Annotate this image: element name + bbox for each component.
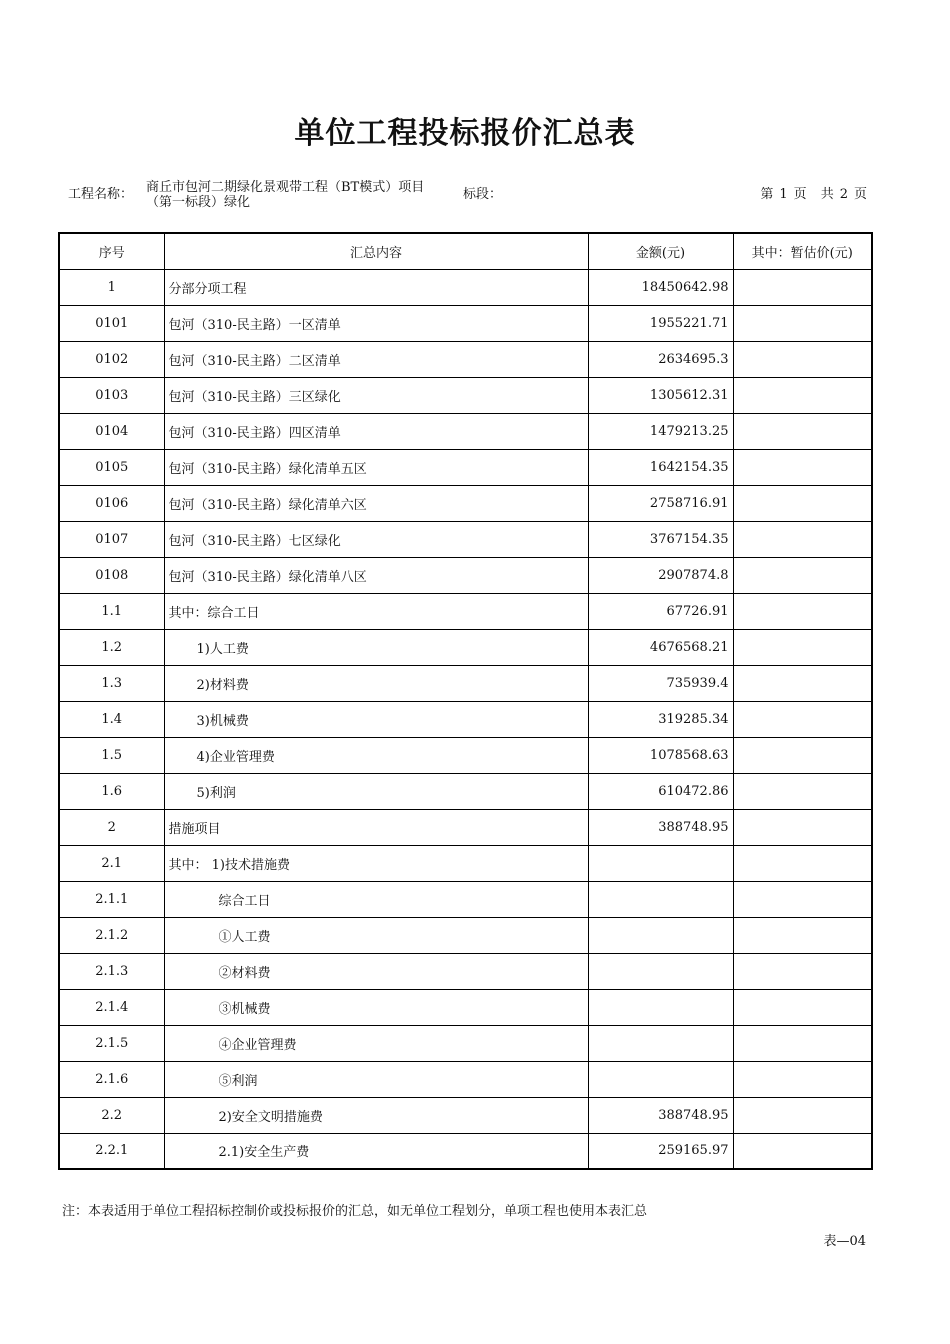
row-provisional [733, 1025, 872, 1061]
row-provisional [733, 665, 872, 701]
table-row [59, 629, 872, 665]
table-note: 注：本表适用于单位工程招标控制价或投标报价的汇总，如无单位工程划分，单项工程也使用本表汇总 [62, 1204, 648, 1219]
table-row [59, 1025, 872, 1061]
row-amount [588, 989, 733, 1025]
row-amount: 1642154.35 [588, 449, 733, 485]
row-content: 措施项目 [164, 809, 588, 845]
project-name-value: 商丘市包河二期绿化景观带工程（BT模式）项目（第一标段）绿化 [146, 180, 425, 210]
row-content: 2.1)安全生产费 [164, 1133, 588, 1169]
table-row [59, 521, 872, 557]
header-provisional: 其中：暂估价(元) [733, 233, 872, 269]
row-content: 4)企业管理费 [164, 737, 588, 773]
summary-table [58, 232, 873, 1170]
row-number: 2 [59, 809, 164, 845]
row-number: 1.1 [59, 593, 164, 629]
row-provisional [733, 557, 872, 593]
row-number: 2.1.5 [59, 1025, 164, 1061]
row-number: 1.6 [59, 773, 164, 809]
row-number: 0106 [59, 485, 164, 521]
row-number: 0105 [59, 449, 164, 485]
row-amount: 388748.95 [588, 1097, 733, 1133]
row-provisional [733, 341, 872, 377]
row-amount [588, 845, 733, 881]
row-number: 0102 [59, 341, 164, 377]
row-content: 5)利润 [164, 773, 588, 809]
page-unit: 页 [793, 187, 807, 202]
row-amount: 1955221.71 [588, 305, 733, 341]
row-provisional [733, 269, 872, 305]
row-number: 0108 [59, 557, 164, 593]
row-amount: 1479213.25 [588, 413, 733, 449]
table-body [59, 269, 872, 1169]
row-amount: 1078568.63 [588, 737, 733, 773]
row-content: 2)安全文明措施费 [164, 1097, 588, 1133]
header-no: 序号 [59, 233, 164, 269]
table-row [59, 737, 872, 773]
row-provisional [733, 989, 872, 1025]
row-provisional [733, 1061, 872, 1097]
table-row [59, 377, 872, 413]
row-amount: 610472.86 [588, 773, 733, 809]
row-content: 包河（310-民主路）四区清单 [164, 413, 588, 449]
table-row [59, 269, 872, 305]
row-provisional [733, 701, 872, 737]
row-number: 1.4 [59, 701, 164, 737]
table-row [59, 341, 872, 377]
page-title: 单位工程投标报价汇总表 [294, 116, 636, 151]
row-amount: 1305612.31 [588, 377, 733, 413]
table-row [59, 773, 872, 809]
row-number: 2.1.4 [59, 989, 164, 1025]
row-content: 包河（310-民主路）绿化清单八区 [164, 557, 588, 593]
row-content: 分部分项工程 [164, 269, 588, 305]
row-content: ②材料费 [164, 953, 588, 989]
row-provisional [733, 773, 872, 809]
row-content: 包河（310-民主路）一区清单 [164, 305, 588, 341]
row-provisional [733, 413, 872, 449]
table-row [59, 1097, 872, 1133]
row-number: 1.5 [59, 737, 164, 773]
row-provisional [733, 953, 872, 989]
row-provisional [733, 917, 872, 953]
header-amount: 金额(元) [588, 233, 733, 269]
row-content: 3)机械费 [164, 701, 588, 737]
row-amount: 735939.4 [588, 665, 733, 701]
row-number: 2.1.1 [59, 881, 164, 917]
row-content: 2)材料费 [164, 665, 588, 701]
row-provisional [733, 485, 872, 521]
row-content: 包河（310-民主路）三区绿化 [164, 377, 588, 413]
row-amount [588, 1061, 733, 1097]
row-provisional [733, 1097, 872, 1133]
row-provisional [733, 629, 872, 665]
row-provisional [733, 521, 872, 557]
row-number: 2.1 [59, 845, 164, 881]
header-content: 汇总内容 [164, 233, 588, 269]
row-number: 1 [59, 269, 164, 305]
section-label: 标段： [463, 187, 503, 202]
page-total-prefix: 共 [820, 187, 834, 202]
row-amount: 3767154.35 [588, 521, 733, 557]
row-number: 0103 [59, 377, 164, 413]
row-number: 0107 [59, 521, 164, 557]
page-total: 2 [839, 187, 848, 202]
table-row [59, 557, 872, 593]
row-number: 0101 [59, 305, 164, 341]
row-provisional [733, 809, 872, 845]
row-amount [588, 881, 733, 917]
row-content: 1)人工费 [164, 629, 588, 665]
table-row [59, 449, 872, 485]
row-number: 2.1.2 [59, 917, 164, 953]
row-amount: 2634695.3 [588, 341, 733, 377]
row-amount: 259165.97 [588, 1133, 733, 1169]
row-content: 综合工日 [164, 881, 588, 917]
page-total-unit: 页 [853, 187, 867, 202]
row-provisional [733, 737, 872, 773]
row-amount: 2758716.91 [588, 485, 733, 521]
table-row [59, 701, 872, 737]
row-provisional [733, 1133, 872, 1169]
row-amount: 388748.95 [588, 809, 733, 845]
table-row [59, 809, 872, 845]
table-row [59, 305, 872, 341]
row-number: 1.2 [59, 629, 164, 665]
row-number: 2.1.3 [59, 953, 164, 989]
row-amount [588, 953, 733, 989]
row-amount: 319285.34 [588, 701, 733, 737]
table-row [59, 845, 872, 881]
row-content: ⑤利润 [164, 1061, 588, 1097]
row-provisional [733, 449, 872, 485]
row-amount: 18450642.98 [588, 269, 733, 305]
page-prefix: 第 [760, 187, 774, 202]
table-header-row [59, 233, 872, 269]
row-provisional [733, 377, 872, 413]
row-content: ③机械费 [164, 989, 588, 1025]
row-number: 1.3 [59, 665, 164, 701]
table-row [59, 485, 872, 521]
form-code: 表—04 [823, 1234, 866, 1249]
page-current: 1 [779, 187, 788, 202]
table-row [59, 1061, 872, 1097]
page-indicator [752, 187, 867, 202]
table-row [59, 1133, 872, 1169]
row-provisional [733, 845, 872, 881]
row-number: 0104 [59, 413, 164, 449]
row-number: 2.2 [59, 1097, 164, 1133]
row-content: 包河（310-民主路）绿化清单六区 [164, 485, 588, 521]
table-row [59, 413, 872, 449]
row-content: ①人工费 [164, 917, 588, 953]
table-row [59, 953, 872, 989]
row-amount: 2907874.8 [588, 557, 733, 593]
table-row [59, 593, 872, 629]
row-number: 2.1.6 [59, 1061, 164, 1097]
row-content: 包河（310-民主路）二区清单 [164, 341, 588, 377]
row-content: 包河（310-民主路）绿化清单五区 [164, 449, 588, 485]
row-content: ④企业管理费 [164, 1025, 588, 1061]
row-provisional [733, 593, 872, 629]
row-amount: 4676568.21 [588, 629, 733, 665]
table-row [59, 917, 872, 953]
row-content: 其中：综合工日 [164, 593, 588, 629]
row-content: 其中： 1)技术措施费 [164, 845, 588, 881]
row-content: 包河（310-民主路）七区绿化 [164, 521, 588, 557]
row-amount [588, 917, 733, 953]
row-number: 2.2.1 [59, 1133, 164, 1169]
row-provisional [733, 881, 872, 917]
table-row [59, 881, 872, 917]
table-row [59, 989, 872, 1025]
row-amount [588, 1025, 733, 1061]
table-row [59, 665, 872, 701]
row-provisional [733, 305, 872, 341]
project-name-label: 工程名称： [68, 187, 134, 202]
row-amount: 67726.91 [588, 593, 733, 629]
